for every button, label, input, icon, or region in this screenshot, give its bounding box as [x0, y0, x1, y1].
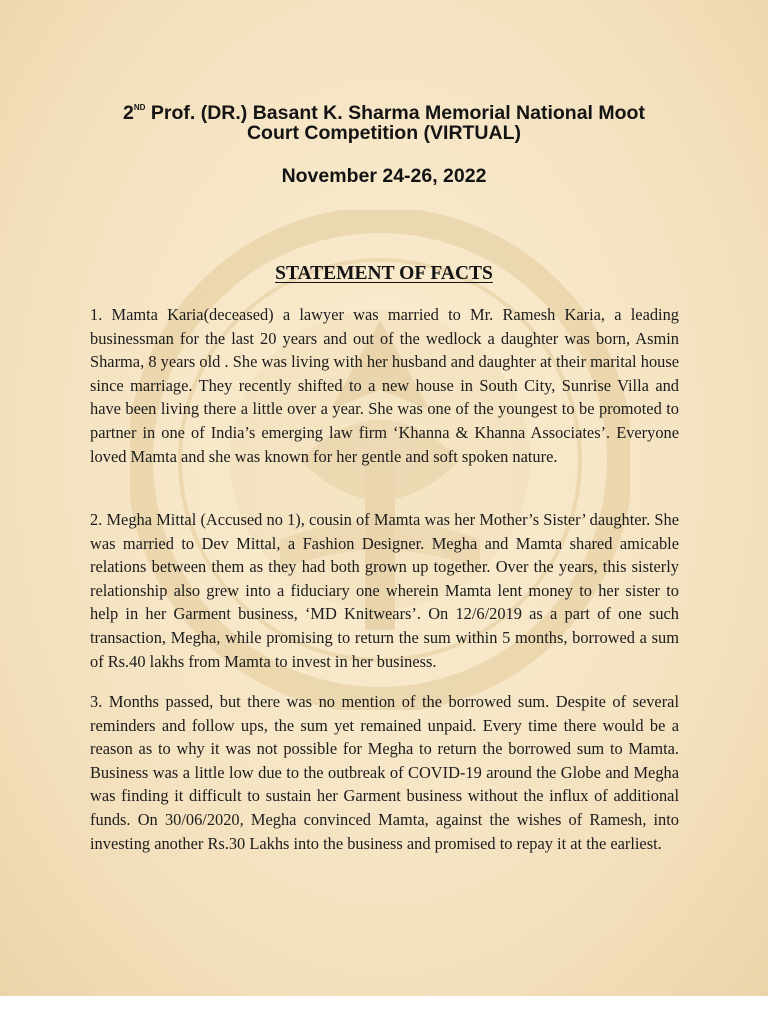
page-bottom-margin	[0, 996, 768, 1024]
title-ordinal-superscript: ND	[133, 103, 146, 112]
fact-paragraph-1: 1. Mamta Karia(deceased) a lawyer was married to Mr. Ramesh Karia, a leading businessman for the last 20 years and out of the wedlock a daughter was born, Asmin Sharma, 8 years old . She was living with her husband and daughter at their marital house since marriage. They recently shifted to a new house in South City, Sunrise Villa and have been living there a little over a year. She was one of the youngest to be promoted to partner in one of India’s emerging law firm ‘Khanna & Khanna Associates’. Everyone loved Mamta and she was known for her gentle and soft spoken nature.	[90, 305, 679, 466]
title-line-1-text: Prof. (DR.) Basant K. Sharma Memorial National Moot	[145, 102, 645, 124]
competition-title-line-2: Court Competition (VIRTUAL)	[246, 122, 522, 144]
section-heading: STATEMENT OF FACTS	[275, 263, 493, 284]
competition-date: November 24-26, 2022	[281, 165, 487, 187]
fact-paragraph-2: 2. Megha Mittal (Accused no 1), cousin of Mamta was her Mother’s Sister’ daughter. She was married to Dev Mittal, a Fashion Designer. Megha and Mamta shared amicable relations between them as they had both grown up together. Over the years, this sisterly relationship also grew into a fiduciary one wherein Mamta lent money to her sister to help in her Garment business, ‘MD Knitwears’. On 12/6/2019 as a part of one such transaction, Megha, while promising to return the sum within 5 months, borrowed a sum of Rs.40 lakhs from Mamta to invest in her business.	[90, 510, 679, 671]
title-ordinal: 2	[123, 102, 134, 124]
fact-paragraph-3: 3. Months passed, but there was no mention of the borrowed sum. Despite of several reminders and follow ups, the sum yet remained unpaid. Every time there would be a reason as to why it was not possible for Megha to return the borrowed sum to Mamta. Business was a little low due to the outbreak of COVID-19 around the Globe and Megha was finding it difficult to sustain her Garment business without the influx of additional funds. On 30/06/2020, Megha convinced Mamta, against the wishes of Ramesh, into investing another Rs.30 Lakhs into the business and promised to repay it at the earliest.	[90, 692, 679, 853]
